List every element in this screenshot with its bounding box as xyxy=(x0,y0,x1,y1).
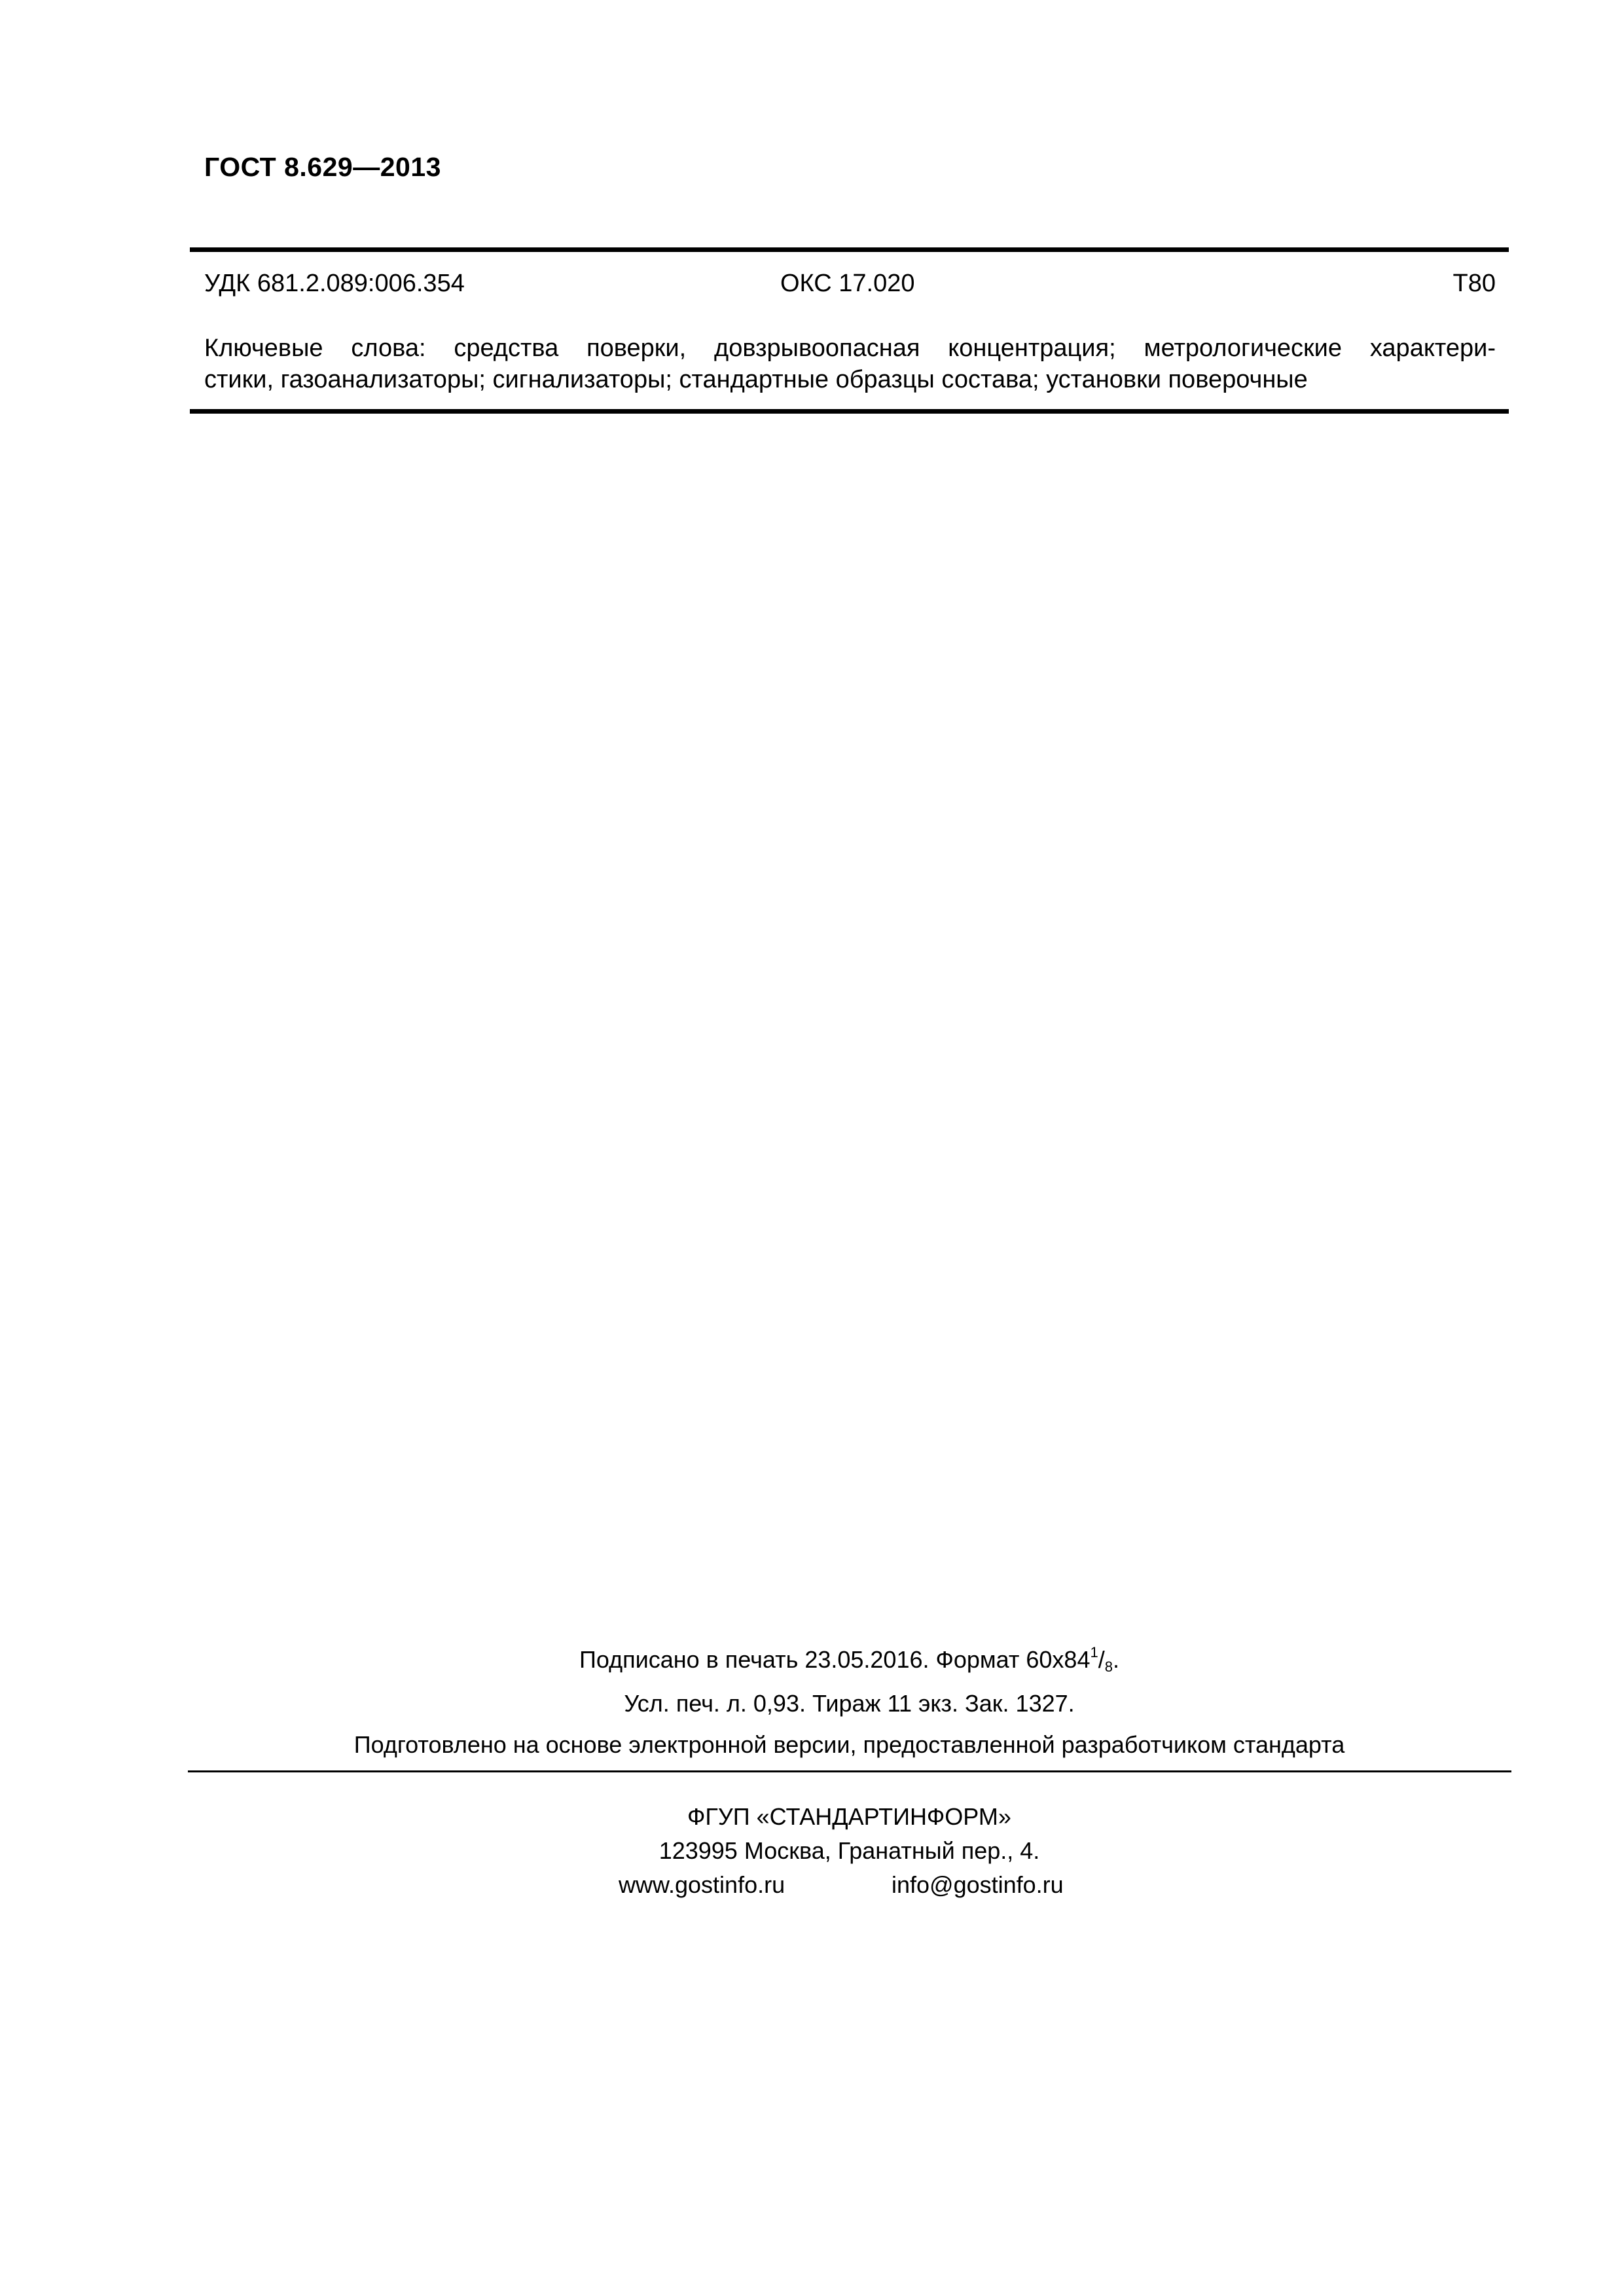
classification-code: Т80 xyxy=(1453,270,1496,297)
publisher-address: 123995 Москва, Гранатный пер., 4. xyxy=(659,1837,1040,1864)
signed-text: Подписано в печать 23.05.2016. Формат 60х84 xyxy=(579,1646,1091,1673)
format-fraction-numerator: 1 xyxy=(1090,1644,1098,1660)
prepared-note: Подготовлено на основе электронной версии, предоставленной разработчиком стандарта xyxy=(353,1731,1345,1758)
top-rule xyxy=(190,247,1509,252)
standard-number: ГОСТ 8.629—2013 xyxy=(204,152,441,182)
keywords-line-1: Ключевые слова: средства поверки, довзрывоопасная концентрация; метрологические характери- xyxy=(204,334,1496,362)
signed-for-print xyxy=(190,1646,1509,1674)
publisher-website-link[interactable]: www.gostinfo.ru xyxy=(619,1871,785,1898)
publisher-email-link[interactable]: info@gostinfo.ru xyxy=(892,1871,1064,1898)
udc-code: УДК 681.2.089:006.354 xyxy=(204,270,465,297)
keywords-line-2: стики, газоанализаторы; сигнализаторы; стандартные образцы состава; установки поверочные xyxy=(204,366,1308,393)
print-info: Усл. печ. л. 0,93. Тираж 11 экз. Зак. 1327. xyxy=(624,1690,1075,1717)
publisher-name: ФГУП «СТАНДАРТИНФОРМ» xyxy=(687,1803,1011,1830)
format-fraction-separator: / xyxy=(1098,1646,1105,1673)
keywords xyxy=(204,332,1496,395)
imprint-divider xyxy=(188,1770,1511,1772)
bottom-rule xyxy=(190,409,1509,414)
format-fraction-denominator: 8 xyxy=(1104,1659,1113,1675)
signed-suffix: . xyxy=(1112,1646,1119,1673)
classification-row xyxy=(204,270,1496,302)
oks-code: ОКС 17.020 xyxy=(780,270,915,297)
